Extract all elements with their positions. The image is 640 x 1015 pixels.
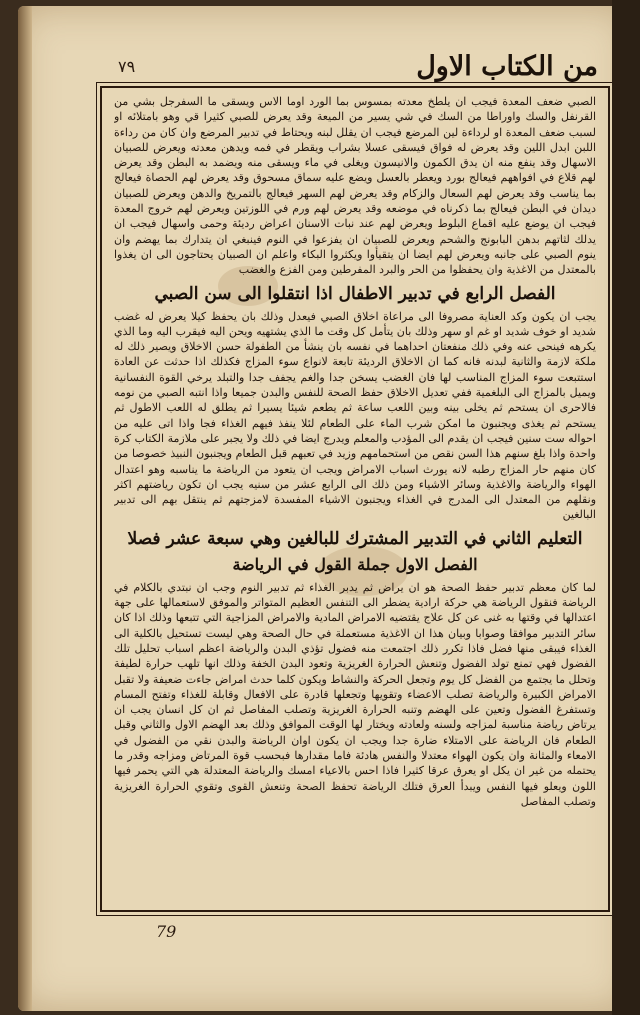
- page-header: [118, 46, 598, 86]
- section-heading-children: الفصل الرابع في تدبير الاطفال اذا انتقلوا الى سن الصبي: [154, 283, 556, 304]
- paragraph-1: الصبي ضعف المعدة فيجب ان يلطخ معدته بمسوس بما الورد اوما الاس ويسقى ما السفرجل بشي من القرنفل والسك واوراطا من السك في شي يسير من الميعة وقد يعرض للصبي كثيرا قي وهو بامتلائه او لسبب ضعف المعدة او لرداءة لين المرضع فيجب ان يقلل لبنه ويحتاط في تدبير المرضع وان كان من رداءة اللبن ابدل اللين وقد يعرض له فواق فيسقى عسلا بشراب ويقطر في فمه ويدهن معدته ويعرض للصبيان الاسهال وقد ينفع منه ان يدق الكمون والانيسون ويغلى في ماء ويسقى منه ويضمد به البطن وقد يعرض لهم قلاع في افواههم فيعالج بورد ويعطر بالعسل ويضع عليه سماق مسحوق وقد يعرض لهم الحصاة فيعالج بما يناسب وقد يعرض لهم السعال والزكام وقد يعرض لهم السهر فيعالج بالتمريخ والدهن ويعرض للصبيان ديدان في البطن فيعالج بما ذكرناه في موضعه وقد يعرض لهم ورم في اللوزتين ويعرض لهم خروج المعدة فيجب ان يوضع عليه اقماع البلوط ويعرض لهم عند نبات الاسنان اعراض رديئة وحمى واسهال فيجب ان يدلك لثاتهم بدهن البابونج والشحم ويعرض للصبيان ان يفزعوا في النوم فينبغي ان يتدارك بما يهضم وان ينوم الصبي على جانبه ويعرض لهم ايضا ان يتقيأوا ويكثروا البكاء واعلم ان الصبيان يحتاجون الى ان يغذوا بالمعتدل من الاغذية وان يحفظوا من الحر والبرد المفرطين ومن الفزع والغضب: [114, 95, 596, 277]
- page-number-top: ٧٩: [118, 56, 136, 76]
- section-heading-adults: التعليم الثاني في التدبير المشترك للبالغين وهي سبعة عشر فصلا: [127, 528, 583, 549]
- paragraph-2: يجب ان يكون وكد العناية مصروفا الى مراعاة اخلاق الصبي فيعدل وذلك بان يحفظ كيلا يعرض له غضب شديد او خوف شديد او غم او سهر وذلك بان يتأمل كل وقت ما الذي يشتهيه ويحن اليه فيقرب اليه وما الذي يكرهه فينحى عنه وفي ذلك منفعتان احداهما في نفسه بان ينشأ من الطفولة حسن الاخلاق ويصير ذلك له ملكة لازمة والثانية لبدنه فانه كما ان الاخلاق الرديئة تابعة لانواع سوء المزاج فكذلك اذا حدثت عن العادة استتبعت سوء المزاج المناسب لها فان الغضب يسخن جدا والغم يجفف جدا والتبلد يرخي القوة النفسانية ويميل بالمزاج الى البلغمية ففي تعديل الاخلاق حفظ الصحة للنفس والبدن جميعا واذا انتبه الصبي من نومه فالاحرى ان يستحم ثم يخلى بينه وبين اللعب ساعة ثم يطعم شيئا يسيرا ثم يطلق له اللعب الاطول ثم يستحم ثم يغذى ويجنبون ما امكن شرب الماء على الطعام لئلا ينفذ فيهم الغذاء فجا واذا اتى عليه من احواله ست سنين فيجب ان يقدم الى المؤدب والمعلم ويدرج ايضا في ذلك ولا يجبر على ملازمة الكتاب كرة واحدة واذا بلغ سنهم هذا السن نقص من استحمامهم وزيد في تعبهم قبل الطعام ويجنبون النبيذ خصوصا من كان منهم حار المزاج رطبه لانه يورث اسباب الامراض ويجب ان يتعود من الرياضة ما يناسبه وهو اعتدال الهواء والرياضة والاغذية وسائر الاشياء ومن ذلك الى الرابع عشر من سنيه يجب ان تكون رياضتهم اكثر ونقلهم من المعتدل الى المدرج في الغذاء ويجنبون الاشياء المفسدة لامزجتهم ثم ينتقل بهم الى تدبير البالغين: [114, 309, 596, 522]
- section-heading-exercise: الفصل الاول جملة القول في الرياضة: [232, 554, 478, 574]
- text-frame: [100, 86, 610, 912]
- running-title: من الكتاب الاول: [416, 50, 598, 82]
- book-spine: [18, 6, 32, 1011]
- text-block: [114, 94, 596, 902]
- page-number-bottom: 79: [156, 922, 177, 941]
- facing-page-edge: [612, 0, 640, 1015]
- paragraph-3: لما كان معظم تدبير حفظ الصحة هو ان يراض ثم يدبر الغذاء ثم تدبير النوم وجب ان نبتدي بالكلام في الرياضة فنقول الرياضة هي حركة ارادية يضطر الى التنفس العظيم المتواتر والموفق لاستعمالها على جهة اعتدالها في وقتها به غنى عن كل علاج يقتضيه الامراض المادية والامراض المزاجية التي تتبعها وذلك اذا كان سائر التدبير موافقا وصوابا وبيان هذا ان الاغذية مستعملة في حال الصحة وهي ليست تستحيل بالكلية الى الغذاء فيبقى منها فضل فاذا تكرر ذلك اجتمعت منه فضول تؤذي البدن والرياضة اعظم اسباب تحليل تلك الفضول فهي تمنع تولد الفضول وتنعش الحرارة الغريزية وتعود البدن الخفة وذلك انها تلهب حرارة لطيفة وتحلل ما يجتمع من الفضل كل يوم وتجعل الحركة والنشاط ويكون كلما حدث امراض جاءت ضعيفة ولا تقبل الامراض الكبيرة والرياضة تصلب الاعضاء وتقويها وتجعلها قادرة على الافعال وقابلة للغذاء وتفتح المسام وتستفرغ الفضول وتعين على الهضم وتنبه الحرارة الغريزية وتصلب المفاصل ثم ان كل انسان يجب ان يرتاض رياضة مناسبة لمزاجه ولسنه ولعادته ويختار لها الوقت الموافق وذلك بعد الهضم الاول والثاني وقبل الطعام فان الرياضة على الامتلاء ضارة جدا ويجب ان يكون اوان الرياضة والبدن نقي من الفضول في الامعاء والمثانة وان يكون الهواء معتدلا والنفس هادئة فاما مقدارها فبحسب قوة المرتاض ومزاجه وقدر ما يحتمله من غير ان يكل او يعرق عرقا كثيرا فاذا احس بالاعياء امسك والرياضة المعتدلة هي التي يحمر فيها اللون ويعلو فيها النفس ويبدأ العرق فتلك الرياضة تحفظ الصحة وتنعش القوى وتقوي الحرارة الغريزية وتصلب المفاصل: [114, 580, 596, 808]
